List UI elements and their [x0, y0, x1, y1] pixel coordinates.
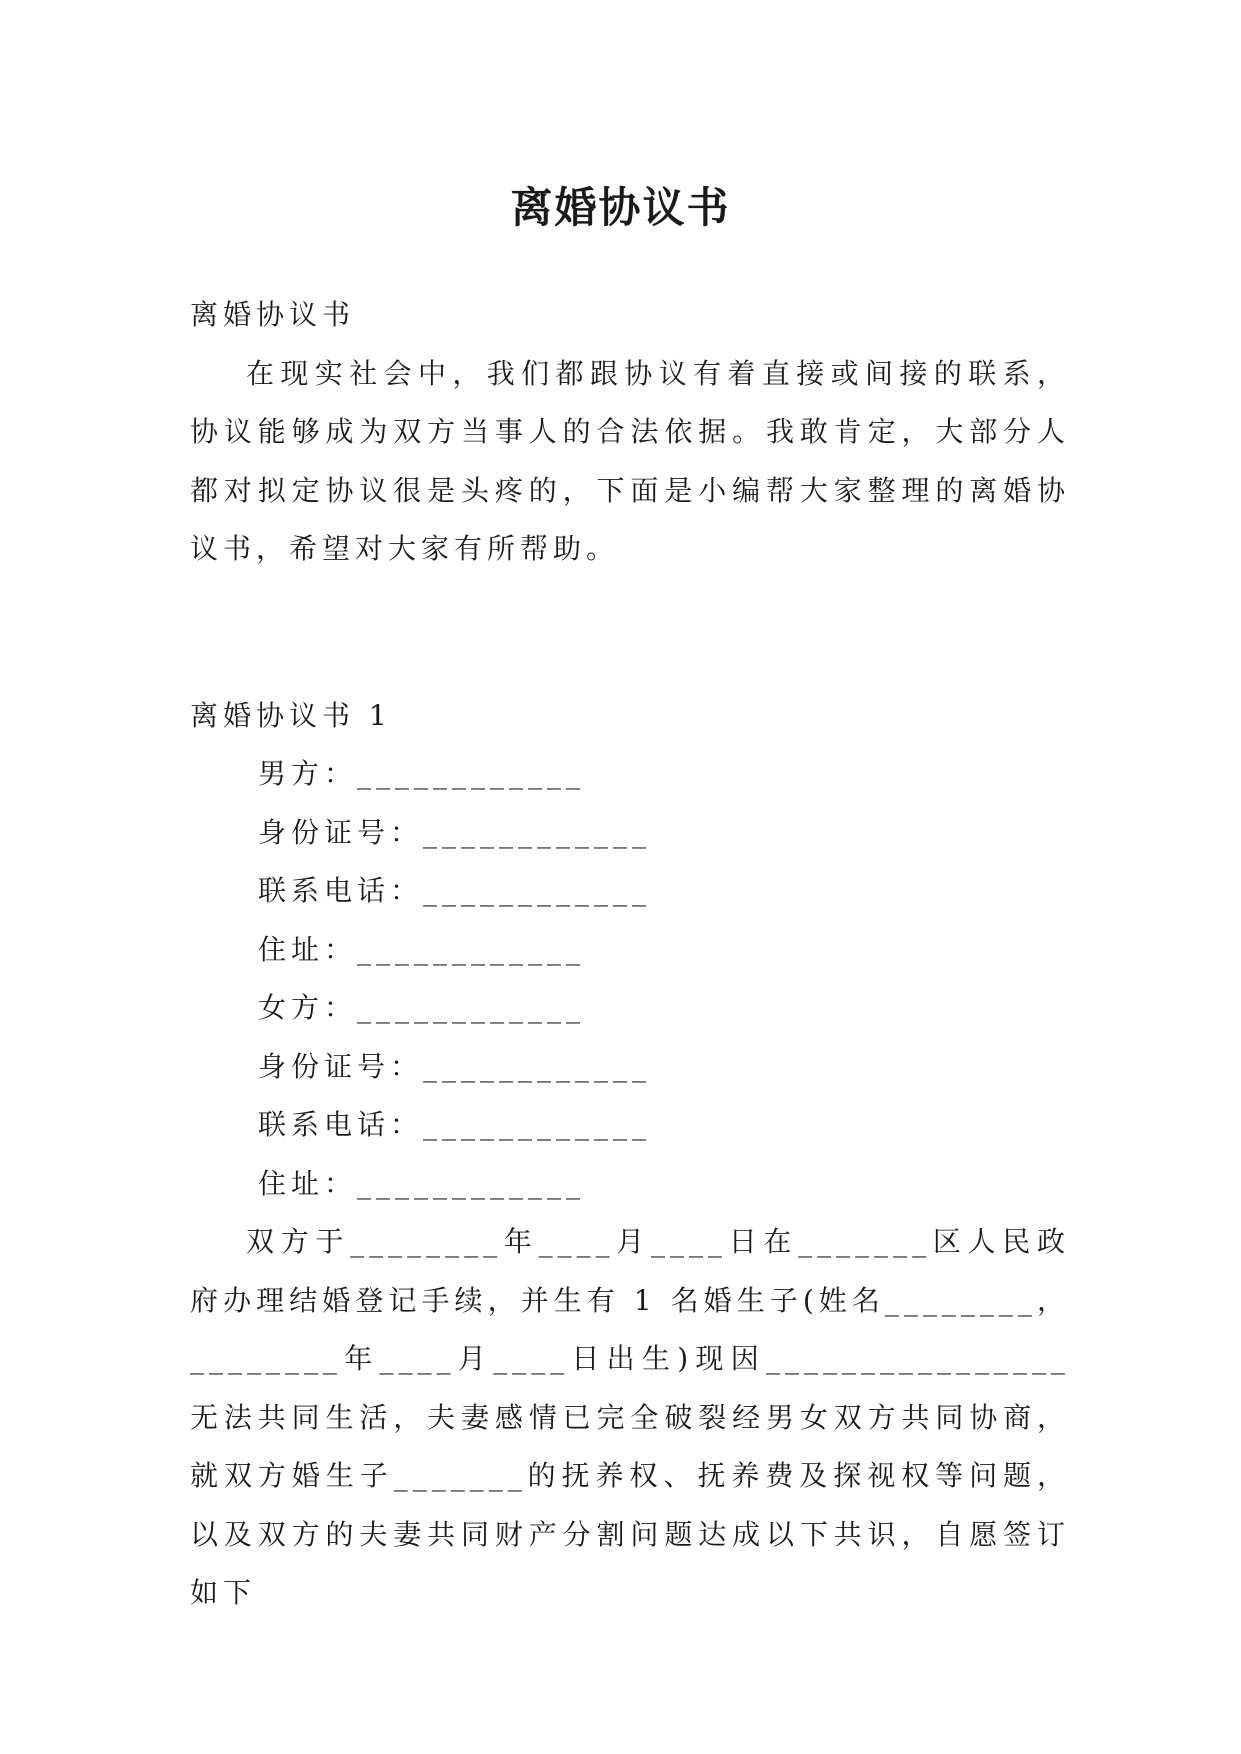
female-phone-field: 联系电话：____________: [258, 1108, 652, 1141]
document-title: 离婚协议书: [510, 183, 731, 233]
female-address-field: 住址：____________: [258, 1166, 586, 1200]
document-content: [190, 286, 1070, 1623]
intro-paragraph: 在现实社会中，我们都跟协议有着直接或间接的联系，协议能够成为双方当事人的合法依据。我敢肯定，大部分人都对拟定协议很是头疼的，下面是小编帮大家整理的离婚协议书，希望对大家有所帮助。: [190, 356, 1070, 565]
section-gap: [190, 579, 1070, 687]
section-title: 离婚协议书 1: [190, 698, 392, 732]
document-subtitle: 离婚协议书: [190, 298, 356, 331]
female-id-field: 身份证号：____________: [258, 1049, 652, 1083]
male-id-field: 身份证号：____________: [258, 815, 652, 849]
male-address-field: 住址：____________: [258, 932, 586, 966]
male-name-field: 男方：____________: [258, 757, 586, 790]
agreement-body-paragraph: 双方于________年____月____日在_______区人民政府办理结婚登记手续，并生有 1 名婚生子(姓名________，________年____月____日出生)现因________________无法共同生活，夫妻感情已完全破裂经男女双方共同协商，就双方婚生子_______的抚养权、抚养费及探视权等问题，以及双方的夫妻共同财产分割问题达成以下共识，自愿签订如下: [190, 1225, 1070, 1609]
male-phone-field: 联系电话：____________: [258, 874, 652, 907]
female-name-field: 女方：____________: [258, 991, 586, 1024]
